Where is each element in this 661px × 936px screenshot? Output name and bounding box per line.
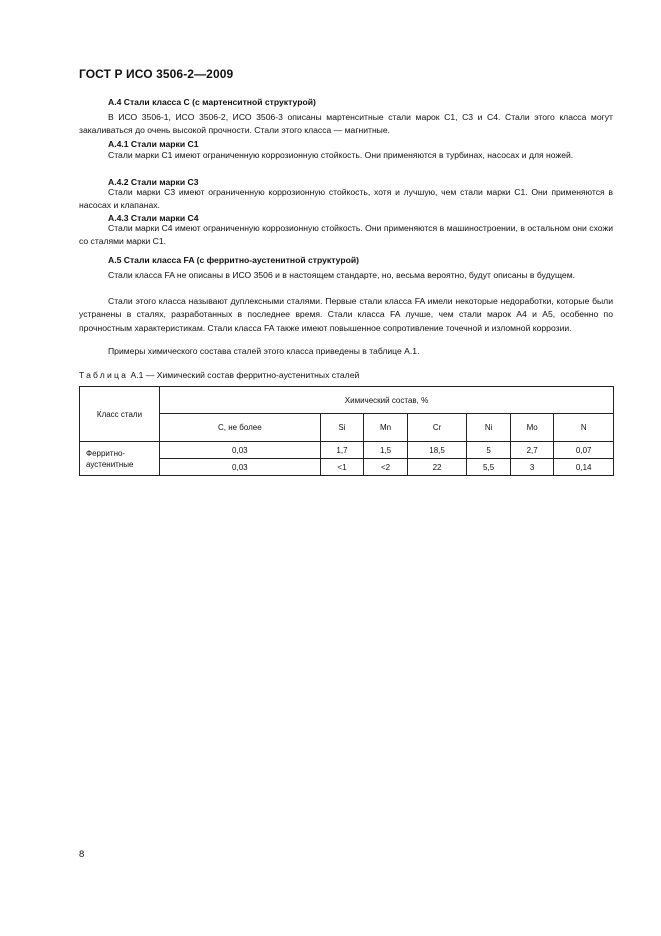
- section-a5-paragraph-1: Стали класса FA не описаны в ИСО 3506 и в настоящем стандарте, но, весьма вероятно, будут описаны в будущем.: [108, 270, 575, 280]
- column-header-c: С, не более: [160, 414, 321, 442]
- table-row: [80, 442, 614, 459]
- table-columns-row: [80, 414, 614, 442]
- table-header-row: [80, 387, 614, 414]
- table-cell: 22: [407, 459, 467, 476]
- table-caption: [79, 370, 359, 380]
- section-a41-text: Стали марки С1 имеют ограниченную коррозионную стойкость. Они применяются в турбинах, насосах и для ножей.: [108, 150, 574, 160]
- table-cell: 0,03: [160, 442, 321, 459]
- section-a5-heading: А.5 Стали класса FA (с ферритно-аустенитной структурой): [108, 255, 359, 265]
- table-cell: 3: [510, 459, 554, 476]
- class-header-cell: Класс стали: [80, 387, 160, 442]
- table-cell: 2,7: [510, 442, 554, 459]
- column-header-si: Si: [320, 414, 364, 442]
- table-cell: 1,7: [320, 442, 364, 459]
- page-number: 8: [79, 849, 85, 860]
- table-cell: 0,07: [554, 442, 614, 459]
- section-a5-paragraph-2: Стали этого класса называют дуплексными сталями. Первые стали класса FA имели некоторые недоработки, которые были устранены в сталях, разработанных в последнее время. Стали класса FA лучше, чем стали марок А4 и А5, особенно по прочностным характеристикам. Стали класса FA также имеют повышенное сопротивление точечной и изломной коррозии.: [79, 296, 613, 333]
- table-caption-word: Таблица: [79, 370, 129, 380]
- column-header-mn: Mn: [364, 414, 408, 442]
- section-a41-heading: А.4.1 Стали марки С1: [108, 139, 199, 149]
- table-cell: <2: [364, 459, 408, 476]
- section-a43-heading: А.4.3 Стали марки С4: [108, 213, 199, 223]
- column-header-cr: Cr: [407, 414, 467, 442]
- section-a42-heading: А.4.2 Стали марки С3: [108, 177, 199, 187]
- chemical-composition-table: [79, 386, 614, 476]
- table-row: [80, 459, 614, 476]
- column-header-n: N: [554, 414, 614, 442]
- section-a4-heading: А.4 Стали класса С (с мартенситной структурой): [108, 97, 316, 107]
- class-name-cell: Ферритно-аустенитные: [80, 442, 160, 476]
- document-header: ГОСТ Р ИСО 3506-2—2009: [79, 67, 234, 81]
- table-caption-text: А.1 — Химический состав ферритно-аустенитных сталей: [128, 370, 360, 380]
- table-cell: 18,5: [407, 442, 467, 459]
- table-cell: 5: [467, 442, 511, 459]
- section-a4-text: В ИСО 3506-1, ИСО 3506-2, ИСО 3506-3 описаны мартенситные стали марок С1, С3 и С4. Стали этого класса могут закаливаться до очень высокой прочности. Стали этого класса — магнитные.: [79, 112, 613, 136]
- table-cell: 0,03: [160, 459, 321, 476]
- table-cell: 5,5: [467, 459, 511, 476]
- section-a42-text: Стали марки С3 имеют ограниченную коррозионную стойкость, хотя и лучшую, чем стали марки С1. Они применяются в насосах и клапанах.: [79, 187, 613, 211]
- table-cell: 0,14: [554, 459, 614, 476]
- column-header-mo: Mo: [510, 414, 554, 442]
- table-cell: <1: [320, 459, 364, 476]
- group-header-cell: Химический состав, %: [160, 387, 614, 414]
- section-a5-paragraph-3: Примеры химического состава сталей этого класса приведены в таблице А.1.: [108, 346, 420, 356]
- section-a43-text: Стали марки С4 имеют ограниченную коррозионную стойкость. Они применяются в машиностроении, в остальном они схожи со сталями марки С1.: [79, 223, 613, 247]
- table-cell: 1,5: [364, 442, 408, 459]
- column-header-ni: Ni: [467, 414, 511, 442]
